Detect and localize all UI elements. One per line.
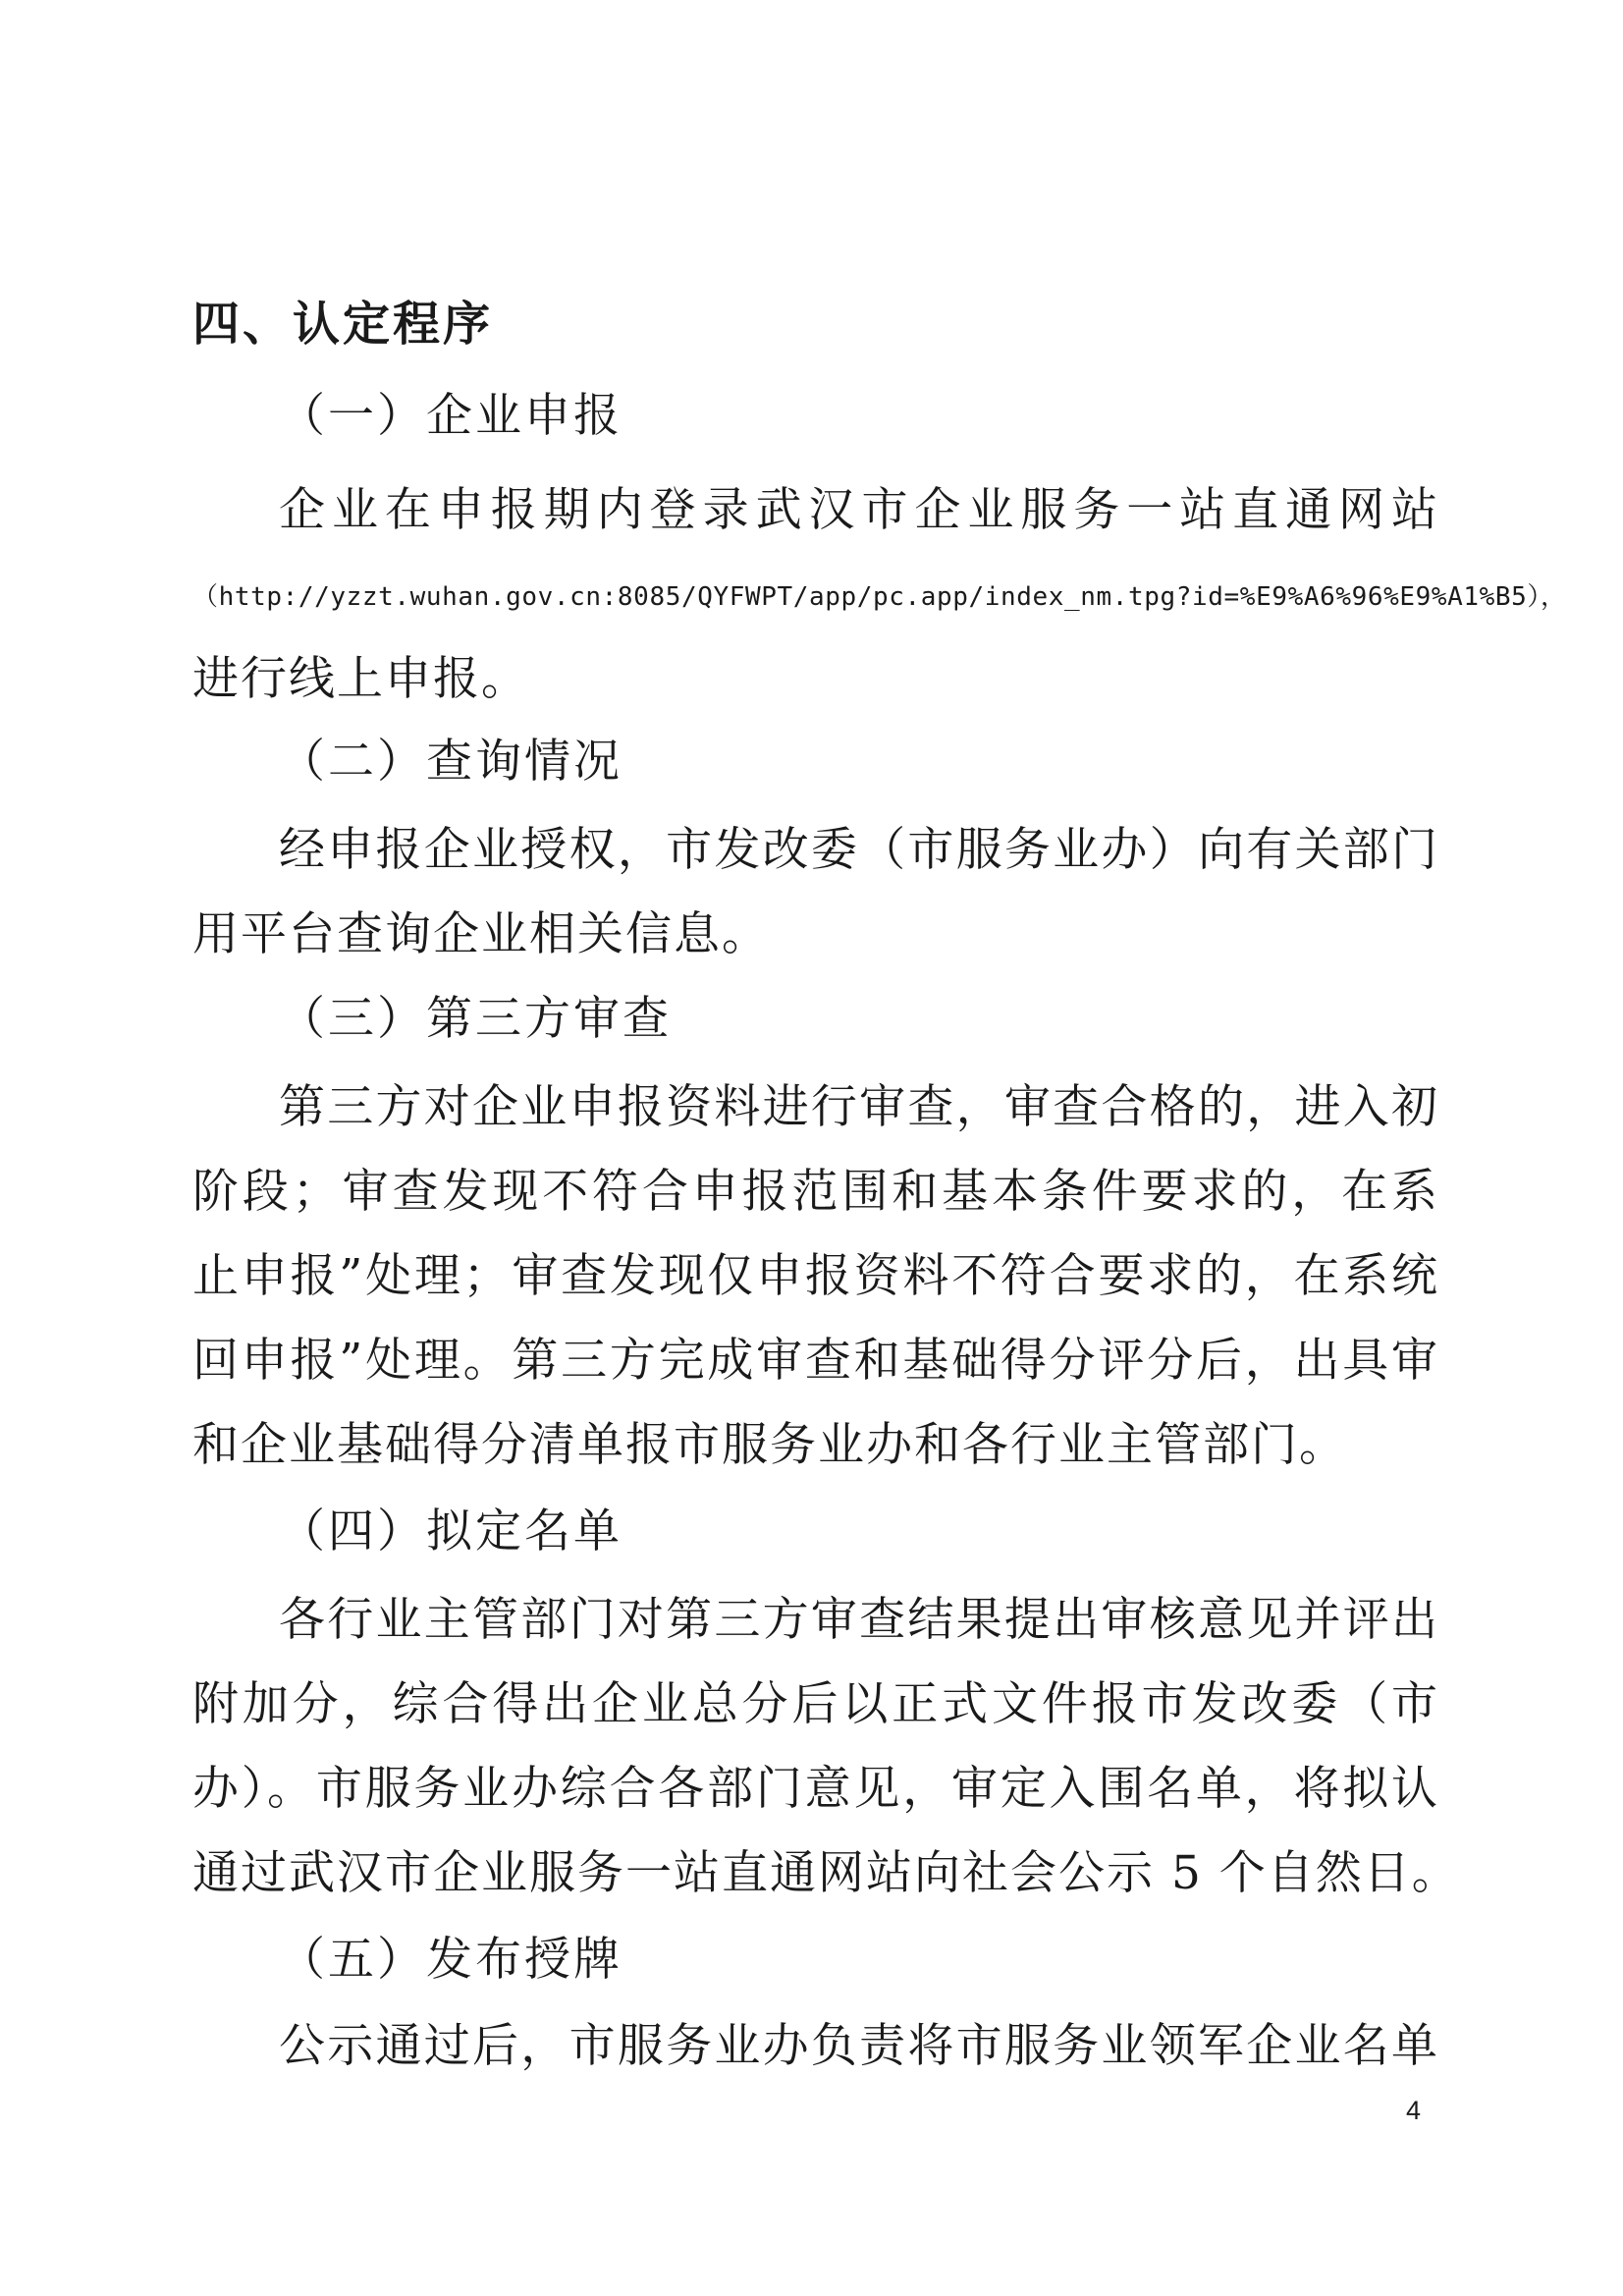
paragraph-line: 各行业主管部门对第三方审查结果提出审核意见并评出	[279, 1593, 1439, 1647]
paragraph-line: 附加分，综合得出企业总分后以正式文件报市发改委（市	[192, 1677, 1439, 1731]
subsection-title-4: （四）拟定名单	[279, 1504, 622, 1558]
paragraph-line: 回申报”处理。第三方完成审查和基础得分评分后，出具审	[192, 1334, 1439, 1388]
paragraph-line: 企业在申报期内登录武汉市企业服务一站直通网站	[279, 483, 1439, 537]
subsection-title-2: （二）查询情况	[279, 735, 622, 789]
paragraph-line: 办）。市服务业办综合各部门意见，审定入围名单，将拟认	[192, 1762, 1439, 1816]
paragraph-line: 用平台查询企业相关信息。	[192, 907, 770, 961]
paragraph-line: 经申报企业授权，市发改委（市服务业办）向有关部门	[279, 823, 1439, 877]
subsection-title-5: （五）发布授牌	[279, 1933, 622, 1987]
paragraph-line: 第三方对企业申报资料进行审查，审查合格的，进入初	[279, 1080, 1439, 1134]
paragraph-line: 通过武汉市企业服务一站直通网站向社会公示 5 个自然日。	[192, 1846, 1460, 1900]
paragraph-line: 和企业基础得分清单报市服务业办和各行业主管部门。	[192, 1418, 1347, 1472]
website-url: （http://yzzt.wuhan.gov.cn:8085/QYFWPT/app/pc.app/index_nm.tpg?id=%E9%A6%96%E9%A1%B5），	[192, 582, 1567, 612]
paragraph-line: 进行线上申报。	[192, 652, 529, 706]
section-heading: 四、认定程序	[192, 297, 494, 352]
subsection-title-3: （三）第三方审查	[279, 992, 672, 1046]
paragraph-line: 止申报”处理；审查发现仅申报资料不符合要求的，在系统	[192, 1249, 1439, 1303]
page-number: 4	[1406, 2096, 1422, 2125]
subsection-title-1: （一）企业申报	[279, 389, 622, 443]
paragraph-line: 公示通过后，市服务业办负责将市服务业领军企业名单	[279, 2019, 1439, 2073]
paragraph-line: 阶段；审查发现不符合申报范围和基本条件要求的，在系	[192, 1165, 1439, 1219]
